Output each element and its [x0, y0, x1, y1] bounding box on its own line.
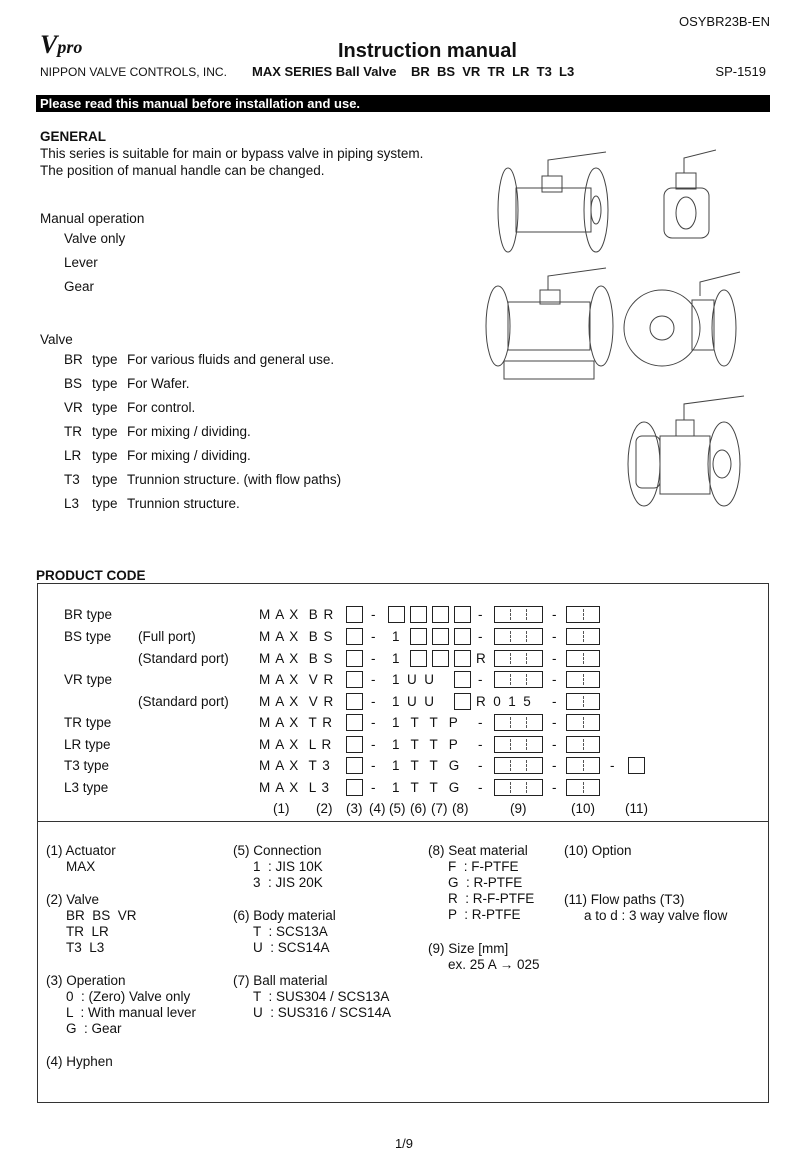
- valve-type-desc: For mixing / dividing.: [127, 448, 251, 463]
- code-box: [454, 628, 471, 645]
- legend-line: a to d : 3 way valve flow: [584, 908, 728, 923]
- operation-box: [346, 650, 363, 667]
- legend-line: R : R-F-PTFE: [448, 891, 535, 906]
- fixed-code: 1 T T P: [392, 715, 458, 730]
- code-box: [410, 628, 427, 645]
- legend-title: (3) Operation: [46, 973, 126, 988]
- operation-box: [346, 671, 363, 688]
- code-row-type: TR type: [64, 715, 112, 730]
- position-label: (1): [273, 801, 290, 816]
- hyphen: -: [371, 629, 376, 644]
- hyphen: -: [371, 758, 376, 773]
- code-prefix: M A X B S: [259, 651, 334, 666]
- valve-type-code: T3: [64, 472, 80, 487]
- hyphen: -: [371, 737, 376, 752]
- hyphen: -: [478, 715, 483, 730]
- hyphen: -: [552, 780, 557, 795]
- legend-title: (2) Valve: [46, 892, 100, 907]
- valve-type-word: type: [92, 472, 118, 487]
- page-number: 1/9: [394, 1136, 414, 1151]
- code-box: [454, 606, 471, 623]
- legend-line: L : With manual lever: [66, 1005, 197, 1020]
- code-box: [432, 606, 449, 623]
- legend-line: 3 : JIS 20K: [253, 875, 323, 890]
- valve-type-desc: For mixing / dividing.: [127, 424, 251, 439]
- position-label: (8): [452, 801, 469, 816]
- legend-title: (4) Hyphen: [46, 1054, 113, 1069]
- manual-op-item: Gear: [64, 279, 95, 294]
- hyphen: -: [478, 758, 483, 773]
- general-heading: GENERAL: [40, 129, 107, 144]
- valve-type-word: type: [92, 424, 118, 439]
- legend-line: 1 : JIS 10K: [253, 859, 323, 874]
- option-box: [566, 757, 600, 774]
- valve-type-word: type: [92, 400, 118, 415]
- position-label: (6): [410, 801, 427, 816]
- manual-operation-heading: Manual operation: [40, 211, 145, 226]
- hyphen: -: [478, 672, 483, 687]
- fixed-code: 1 U U: [392, 694, 435, 709]
- legend-title: (10) Option: [564, 843, 632, 858]
- code-row-type: VR type: [64, 672, 113, 687]
- valve-type-code: BR: [64, 352, 83, 367]
- legend-title: (6) Body material: [233, 908, 336, 923]
- valve-type-word: type: [92, 496, 118, 511]
- hyphen: -: [552, 629, 557, 644]
- tr-valve-drawing: [476, 266, 626, 388]
- size-box: [494, 779, 543, 796]
- code-box: [454, 693, 471, 710]
- operation-box: [346, 606, 363, 623]
- option-box: [566, 736, 600, 753]
- product-code-heading: PRODUCT CODE: [36, 568, 146, 583]
- legend-line: G : Gear: [66, 1021, 122, 1036]
- valve-type-code: VR: [64, 400, 83, 415]
- legend-line: G : R-PTFE: [448, 875, 523, 890]
- extra-code: R 0 1 5: [476, 694, 531, 709]
- sp-number: SP-1519: [715, 64, 766, 79]
- code-prefix: M A X V R: [259, 694, 335, 709]
- fixed-code: 1 U U: [392, 672, 435, 687]
- manual-op-item: Lever: [64, 255, 98, 270]
- code-row-type: LR type: [64, 737, 111, 752]
- size-box: [494, 628, 543, 645]
- hyphen: -: [371, 715, 376, 730]
- operation-box: [346, 757, 363, 774]
- hyphen: -: [478, 780, 483, 795]
- valve-heading: Valve: [40, 332, 73, 347]
- code-box: [388, 606, 405, 623]
- hyphen: -: [552, 737, 557, 752]
- hyphen: -: [478, 737, 483, 752]
- size-box: [494, 757, 543, 774]
- hyphen: -: [371, 694, 376, 709]
- code-prefix: M A X T R: [259, 715, 334, 730]
- hyphen: -: [371, 672, 376, 687]
- hyphen: -: [371, 607, 376, 622]
- document-subtitle: MAX SERIES Ball Valve BR BS VR TR LR T3 L3: [252, 64, 575, 79]
- position-label: (7): [431, 801, 448, 816]
- code-row-port: (Full port): [138, 629, 196, 644]
- legend-title: (8) Seat material: [428, 843, 528, 858]
- code-row-type: BR type: [64, 607, 113, 622]
- hyphen: -: [478, 629, 483, 644]
- legend-title: (1) Actuator: [46, 843, 116, 858]
- fixed-code: 1 T T G: [392, 780, 460, 795]
- hyphen: -: [552, 607, 557, 622]
- legend-line: T3 L3: [66, 940, 105, 955]
- warning-banner: Please read this manual before installation and use.: [36, 95, 770, 112]
- legend-title: (7) Ball material: [233, 973, 328, 988]
- operation-box: [346, 779, 363, 796]
- general-line-2: The position of manual handle can be changed.: [40, 163, 325, 178]
- hyphen: -: [552, 672, 557, 687]
- position-label: (10): [571, 801, 596, 816]
- position-label: (9): [510, 801, 527, 816]
- code-prefix: M A X L R: [259, 737, 333, 752]
- valve-type-code: BS: [64, 376, 83, 391]
- legend-line: MAX: [66, 859, 96, 874]
- code-box: [432, 628, 449, 645]
- legend-line: ex. 25 A → 025: [448, 957, 540, 972]
- operation-box: [346, 693, 363, 710]
- fixed-code: 1 T T G: [392, 758, 460, 773]
- position-label: (11): [625, 801, 649, 816]
- hyphen: -: [552, 651, 557, 666]
- hyphen: -: [552, 694, 557, 709]
- valve-type-code: TR: [64, 424, 82, 439]
- size-box: [494, 714, 543, 731]
- size-box: [494, 606, 543, 623]
- code-box: [410, 650, 427, 667]
- valve-type-desc: Trunnion structure. (with flow paths): [127, 472, 342, 487]
- size-box: [494, 671, 543, 688]
- legend-line: TR LR: [66, 924, 109, 939]
- fixed-code: 1: [392, 629, 400, 644]
- lr-valve-drawing: [622, 266, 742, 372]
- valve-type-desc: For various fluids and general use.: [127, 352, 335, 367]
- bs-valve-drawing: [656, 148, 716, 248]
- valve-type-desc: For control.: [127, 400, 196, 415]
- hyphen: -: [552, 715, 557, 730]
- company-logo: Vpro: [40, 30, 83, 59]
- valve-type-code: LR: [64, 448, 82, 463]
- legend-line: BR BS VR: [66, 908, 137, 923]
- general-line-1: This series is suitable for main or bypass valve in piping system.: [40, 146, 424, 161]
- product-code-divider: [37, 821, 769, 822]
- extra-code: R: [476, 651, 486, 666]
- position-label: (2): [316, 801, 333, 816]
- document-code: OSYBR23B-EN: [678, 14, 770, 29]
- valve-type-word: type: [92, 448, 118, 463]
- code-row-port: (Standard port): [138, 651, 229, 666]
- fixed-code: 1 T T P: [392, 737, 458, 752]
- company-name: NIPPON VALVE CONTROLS, INC.: [40, 65, 227, 79]
- code-box: [454, 671, 471, 688]
- legend-line: U : SCS14A: [253, 940, 330, 955]
- t3-valve-drawing: [622, 392, 746, 514]
- hyphen: -: [371, 651, 376, 666]
- code-box: [410, 606, 427, 623]
- hyphen: -: [610, 758, 615, 773]
- fixed-code: 1: [392, 651, 400, 666]
- code-box: [454, 650, 471, 667]
- code-row-port: (Standard port): [138, 694, 229, 709]
- flow-path-box: [628, 757, 645, 774]
- operation-box: [346, 736, 363, 753]
- size-box: [494, 736, 543, 753]
- option-box: [566, 693, 600, 710]
- code-prefix: M A X B R: [259, 607, 335, 622]
- option-box: [566, 671, 600, 688]
- legend-title: (9) Size [mm]: [428, 941, 509, 956]
- valve-type-desc: Trunnion structure.: [127, 496, 240, 511]
- page-title: Instruction manual: [338, 40, 517, 62]
- operation-box: [346, 714, 363, 731]
- code-prefix: M A X V R: [259, 672, 335, 687]
- option-box: [566, 628, 600, 645]
- position-label: (3): [346, 801, 363, 816]
- size-box: [494, 650, 543, 667]
- legend-title: (5) Connection: [233, 843, 322, 858]
- code-box: [432, 650, 449, 667]
- code-prefix: M A X B S: [259, 629, 334, 644]
- hyphen: -: [371, 780, 376, 795]
- legend-line: P : R-PTFE: [448, 907, 521, 922]
- code-prefix: M A X T 3: [259, 758, 331, 773]
- code-row-type: BS type: [64, 629, 112, 644]
- hyphen: -: [478, 607, 483, 622]
- code-prefix: M A X L 3: [259, 780, 331, 795]
- legend-line: T : SUS304 / SCS13A: [253, 989, 390, 1004]
- valve-type-code: L3: [64, 496, 80, 511]
- legend-line: 0 : (Zero) Valve only: [66, 989, 191, 1004]
- br-valve-drawing: [496, 148, 611, 258]
- position-label: (5): [389, 801, 406, 816]
- legend-title: (11) Flow paths (T3): [564, 892, 685, 907]
- code-row-type: T3 type: [64, 758, 110, 773]
- option-box: [566, 779, 600, 796]
- legend-line: F : F-PTFE: [448, 859, 519, 874]
- hyphen: -: [552, 758, 557, 773]
- code-row-type: L3 type: [64, 780, 109, 795]
- manual-op-item: Valve only: [64, 231, 126, 246]
- option-box: [566, 650, 600, 667]
- legend-line: U : SUS316 / SCS14A: [253, 1005, 392, 1020]
- position-label: (4): [369, 801, 386, 816]
- valve-type-word: type: [92, 376, 118, 391]
- operation-box: [346, 628, 363, 645]
- option-box: [566, 714, 600, 731]
- valve-type-desc: For Wafer.: [127, 376, 190, 391]
- legend-line: T : SCS13A: [253, 924, 328, 939]
- valve-type-word: type: [92, 352, 118, 367]
- option-box: [566, 606, 600, 623]
